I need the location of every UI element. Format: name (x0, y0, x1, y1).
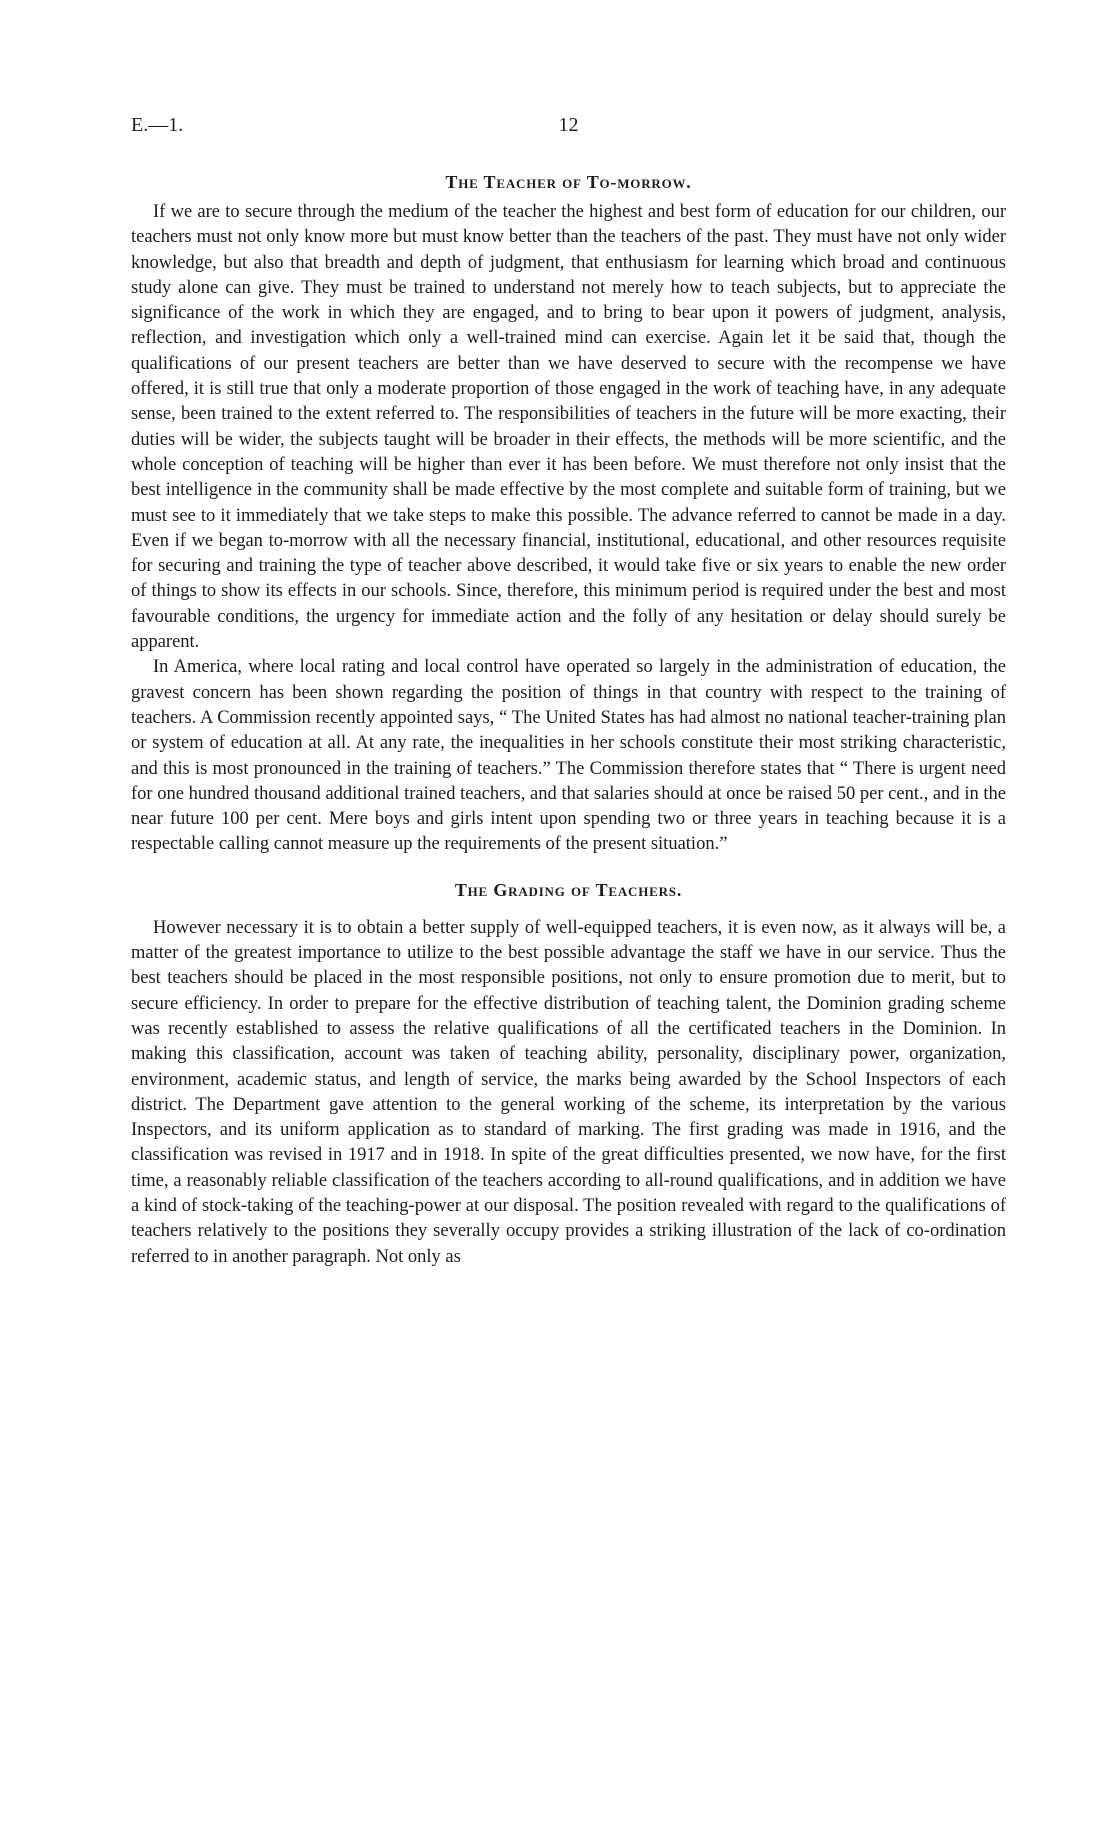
paragraph: In America, where local rating and local control have operated so largely in the administration of education, the gravest concern has been shown regarding the position of things in that country with respect to the training of teachers. A Commission recently appointed says, “ The United States has had almost no national teacher-training plan or system of education at all. At any rate, the inequalities in her schools constitute their most striking characteristic, and this is most pronounced in the training of teachers.” The Commission therefore states that “ There is urgent need for one hundred thousand additional trained teachers, and that salaries should at once be raised 50 per cent., and in the near future 100 per cent. Mere boys and girls intent upon spending two or three years in teaching because it is a respectable calling cannot measure up the requirements of the present situation.” (131, 657, 1006, 855)
section-heading: The Teacher of To-morrow. (445, 172, 692, 192)
paragraph: If we are to secure through the medium of the teacher the highest and best form of education for our children, our teachers must not only know more but must know better than the teachers of the past. They must have not only wider knowledge, but also that breadth and depth of judgment, that enthusiasm for learning which broad and continuous study alone can give. They must be trained to understand not merely how to teach subjects, but to appreciate the significance of the work in which they are engaged, and to bring to bear upon it powers of judgment, analysis, reflection, and investigation which only a well-trained mind can exercise. Again let it be said that, though the qualifications of our present teachers are better than we have deserved to secure with the recompense we have offered, it is still true that only a moderate proportion of those engaged in the work of teaching have, in any adequate sense, been trained to the extent referred to. The responsibilities of teachers in the future will be more exacting, their duties will be wider, the subjects taught will be broader in their effects, the methods will be more scientific, and the whole conception of teaching will be higher than ever it has been before. We must therefore not only insist that the best intelligence in the community shall be made effective by the most complete and suitable form of training, but we must see to it immediately that we take steps to make this possible. The advance referred to cannot be made in a day. Even if we began to-morrow with all the necessary financial, institutional, educational, and other resources requisite for securing and training the type of teacher above described, it would take five or six years to enable the new order of things to show its effects in our schools. Since, therefore, this minimum period is required under the best and most favourable conditions, the urgency for immediate action and the folly of any hesitation or delay should surely be apparent. (131, 202, 1006, 653)
section-heading: The Grading of Teachers. (454, 879, 683, 900)
page-number: 12 (558, 114, 579, 136)
page-body (131, 170, 1006, 1270)
running-header (131, 114, 1006, 142)
section-teacher-of-tomorrow (131, 170, 1006, 858)
series-code: E.—1. (131, 114, 184, 136)
section-grading-of-teachers (131, 878, 1006, 1270)
paragraph: However necessary it is to obtain a better supply of well-equipped teachers, it is even now, as it always will be, a matter of the greatest importance to utilize to the best possible advantage the staff we have in our service. Thus the best teachers should be placed in the most responsible positions, not only to ensure promotion due to merit, but to secure efficiency. In order to prepare for the effective distribution of teaching talent, the Dominion grading scheme was recently established to assess the relative qualifications of all the certificated teachers in the Dominion. In making this classification, account was taken of teaching ability, personality, disciplinary power, organization, environment, academic status, and length of service, the marks being awarded by the School Inspectors of each district. The Department gave attention to the general working of the scheme, its interpretation by the various Inspectors, and its uniform application as to standard of marking. The first grading was made in 1916, and the classification was revised in 1917 and in 1918. In spite of the great difficulties presented, we now have, for the first time, a reasonably reliable classification of the teachers according to all-round qualifications, and in addition we have a kind of stock-taking of the teaching-power at our disposal. The position revealed with regard to the qualifications of teachers relatively to the positions they severally occupy provides a striking illustration of the lack of co-ordination referred to in another paragraph. Not only as (131, 917, 1006, 1267)
